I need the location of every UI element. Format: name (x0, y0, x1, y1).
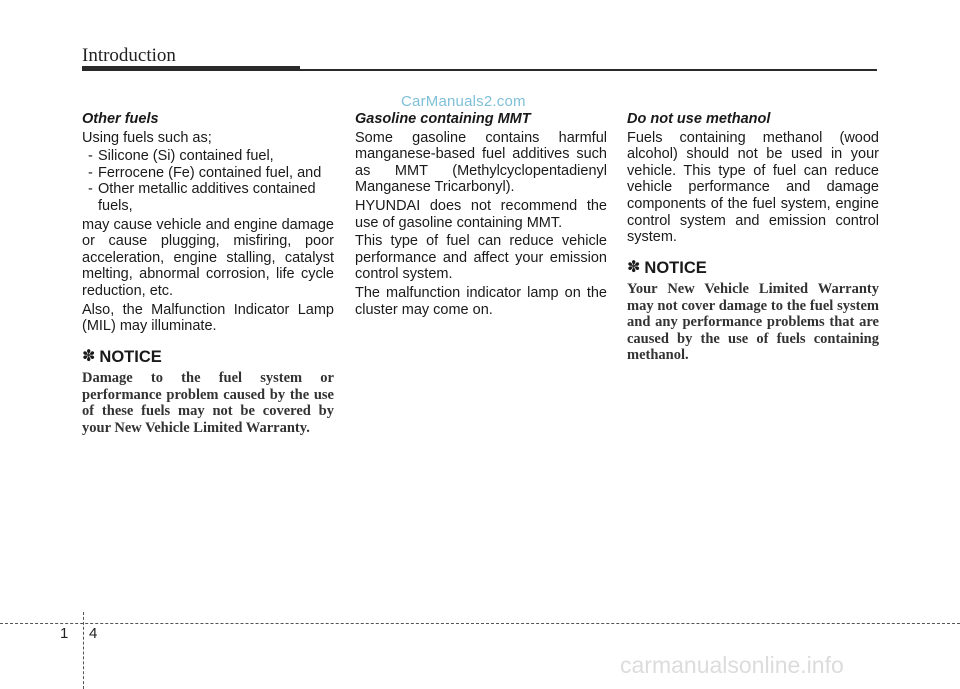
heading-methanol: Do not use methanol (627, 111, 771, 127)
chapter-number: 1 (60, 625, 69, 642)
paragraph: HYUNDAI does not recommend the use of gasoline containing MMT. (355, 197, 607, 231)
heading-other-fuels: Other fuels (82, 111, 159, 127)
column-other-fuels (82, 109, 334, 436)
paragraph: This type of fuel can reduce vehicle performance and affect your emission control system. (355, 233, 607, 283)
notice-body: Your New Vehicle Limited Warranty may not cover damage to the fuel system and any performance problems that are caused by the use of fuels containing methanol. (627, 281, 879, 363)
list-item: - Silicone (Si) contained fuel, (88, 148, 274, 165)
notice-star-icon: ✽ (627, 258, 641, 276)
page-number: 4 (89, 625, 98, 642)
watermark-bottom: carmanualsonline.info (620, 652, 844, 678)
footer-divider (0, 623, 960, 624)
heading-gasoline-mmt: Gasoline containing MMT (355, 111, 531, 127)
column-methanol (627, 109, 879, 363)
paragraph: The malfunction indicator lamp on the cluster may come on. (355, 284, 607, 318)
paragraph: Some gasoline contains harmful manganese-based fuel additives such as MMT (Methylcyclopentadienyl Manganese Tricarbonyl). (355, 129, 607, 196)
paragraph: Fuels containing methanol (wood alcohol) should not be used in your vehicle. This type of fuel can reduce vehicle performance and damage components of the fuel system, engine control system and emission control system. (627, 129, 879, 246)
notice-star-icon: ✽ (82, 347, 96, 365)
footer-vertical-divider (83, 612, 84, 689)
section-title: Introduction (82, 45, 176, 66)
watermark-top: CarManuals2.com (401, 93, 526, 110)
intro-text: Using fuels such as; (82, 129, 212, 146)
paragraph: may cause vehicle and engine damage or cause plugging, misfiring, poor acceleration, engine stalling, catalyst melting, abnormal corrosion, life cycle reduction, etc. (82, 216, 334, 299)
notice-label: NOTICE (99, 347, 162, 366)
fuel-list (82, 148, 334, 214)
notice-label: NOTICE (644, 258, 707, 277)
list-item: - Other metallic additives contained fuels, (88, 181, 316, 214)
notice-title (627, 260, 879, 277)
column-gasoline-mmt (355, 109, 607, 320)
list-item: - Ferrocene (Fe) contained fuel, and (88, 164, 322, 181)
notice-title (82, 349, 334, 366)
header-rule-thick (82, 66, 300, 71)
notice-body: Damage to the fuel system or performance problem caused by the use of these fuels may not be covered by your New Vehicle Limited Warranty. (82, 370, 334, 436)
header-rule-thin (300, 69, 877, 71)
paragraph: Also, the Malfunction Indicator Lamp (MIL) may illuminate. (82, 301, 334, 335)
